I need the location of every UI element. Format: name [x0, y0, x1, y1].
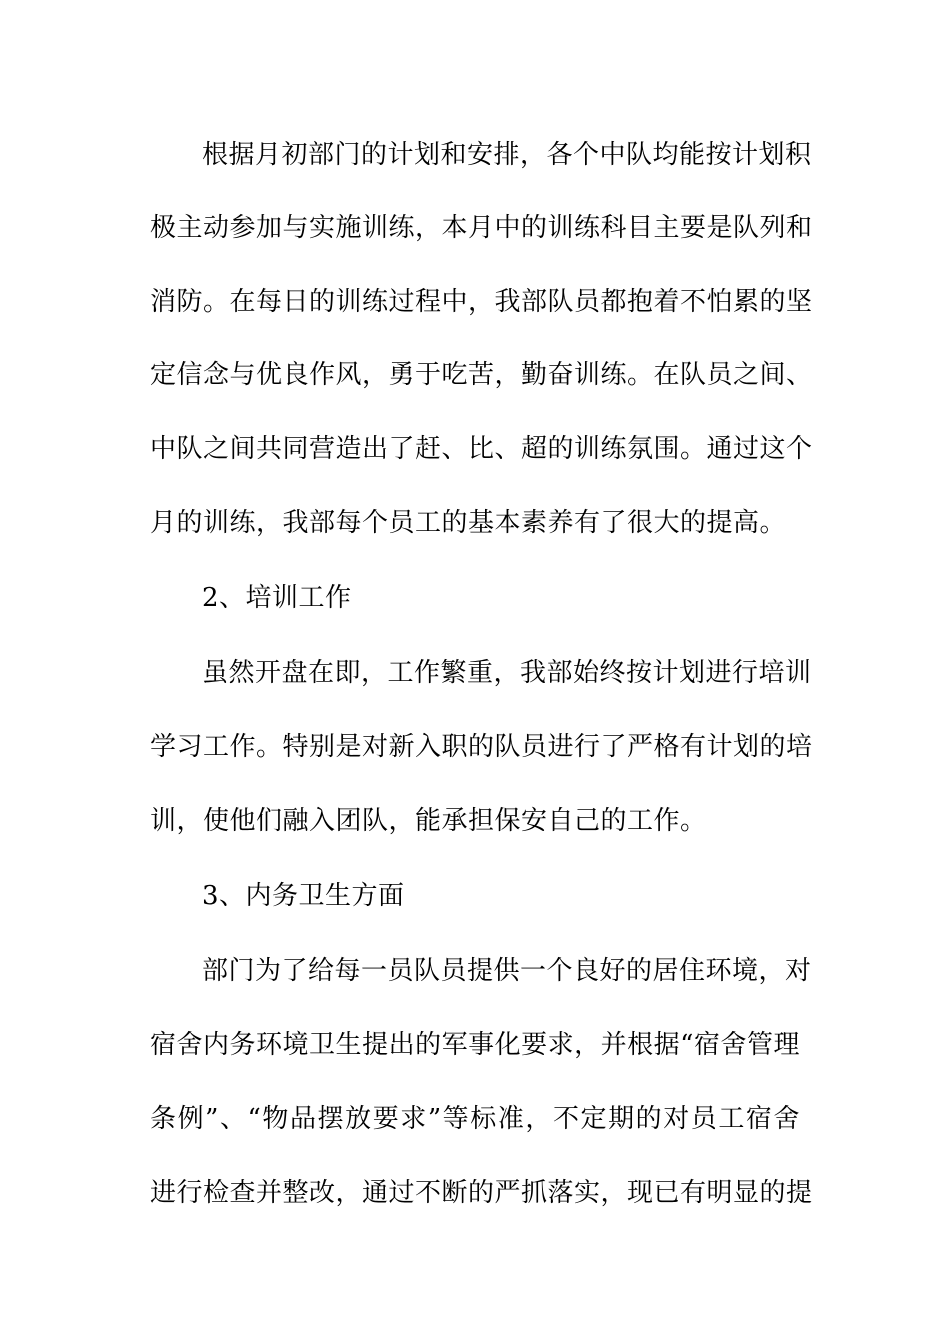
- paragraph-line: 条例”、“物品摆放要求”等标准，不定期的对员工宿舍: [150, 1104, 800, 1134]
- section-heading: 2、培训工作: [202, 583, 352, 613]
- paragraph-line: 月的训练，我部每个员工的基本素养有了很大的提高。: [150, 508, 787, 538]
- paragraph-line: 根据月初部门的计划和安排，各个中队均能按计划积: [202, 140, 812, 170]
- paragraph-line: 中队之间共同营造出了赶、比、超的训练氛围。通过这个: [150, 434, 813, 464]
- paragraph-line: 极主动参加与实施训练，本月中的训练科目主要是队列和: [150, 213, 813, 243]
- paragraph-line: 虽然开盘在即，工作繁重，我部始终按计划进行培训: [202, 658, 812, 688]
- paragraph-line: 学习工作。特别是对新入职的队员进行了严格有计划的培: [150, 732, 813, 762]
- paragraph-line: 部门为了给每一员队员提供一个良好的居住环境，对: [202, 956, 812, 986]
- paragraph-line: 训，使他们融入团队，能承担保安自己的工作。: [150, 806, 707, 836]
- paragraph-line: 进行检查并整改，通过不断的严抓落实，现已有明显的提: [150, 1178, 813, 1208]
- paragraph-line: 消防。在每日的训练过程中，我部队员都抱着不怕累的坚: [150, 287, 813, 317]
- section-heading: 3、内务卫生方面: [202, 881, 405, 911]
- paragraph-line: 定信念与优良作风，勇于吃苦，勤奋训练。在队员之间、: [150, 360, 813, 390]
- paragraph-line: 宿舍内务环境卫生提出的军事化要求，并根据“宿舍管理: [150, 1030, 800, 1060]
